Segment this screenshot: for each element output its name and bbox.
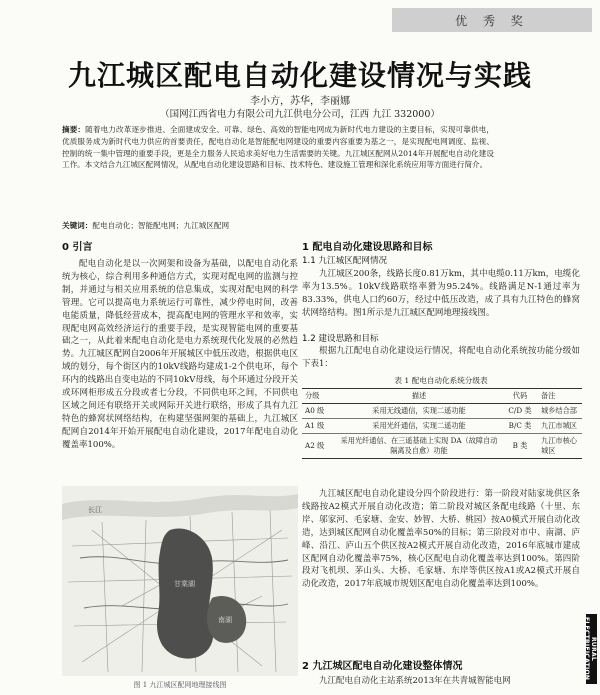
table-cell: 九江市城区 — [538, 419, 582, 434]
grid-map-figure — [62, 486, 298, 676]
classification-table — [302, 388, 582, 459]
section-1-1-body: 九江城区200条，线路长度0.81万km，其中电缆0.11万km，电缆化率为13.5%。10kV线路联络率猾为95.24%。线路满足N-1通过率为83.33%，供电人口约60万，经过中低压改造，成了具有九江特色的蜂窝状网络结构。图1所示是九江城区配网地理接线图。 — [302, 269, 580, 318]
section-1-1-heading: 1.1 九江城区配网情况 — [302, 256, 388, 266]
table-row — [302, 434, 582, 459]
table-header-row — [302, 389, 582, 404]
table-cell: A0 级 — [302, 404, 336, 419]
intro-heading: 0 引言 — [62, 242, 93, 253]
table-header-cell: 代码 — [502, 389, 538, 404]
keywords — [62, 220, 494, 232]
map-label-nanhu: 南湖 — [218, 616, 232, 624]
map-svg — [62, 486, 298, 676]
table-cell: 采用光纤通信、在三遥基础上实现 DA（故障自动隔离及自愈）功能 — [336, 434, 502, 459]
affiliation: （国网江西省电力有限公司九江供电分公司，江西 九江 332000） — [160, 109, 440, 120]
abstract-label: 摘要： — [62, 125, 86, 134]
table-header-cell: 分级 — [302, 389, 336, 404]
section-1-2-body: 根据九江配电自动化建设运行情况，将配电自动化系统按功能分级如下表1： — [302, 346, 580, 369]
figure-caption: 图 1 九江城区配网地理接线图 — [133, 681, 227, 689]
map-label-river: 长江 — [88, 506, 102, 514]
table-cell: A1 级 — [302, 419, 336, 434]
table-cell: B/C 类 — [502, 419, 538, 434]
section-2-body: 九江配电自动化主站系统2013年在共青城智能电网 — [319, 676, 511, 686]
table-cell: 采用无线通信，实现二遥功能 — [336, 404, 502, 419]
award-badge: 优 秀 奖 — [392, 8, 592, 32]
table-cell: B 类 — [502, 434, 538, 459]
keywords-label: 关键词： — [62, 221, 93, 230]
article-title: 九江城区配电自动化建设情况与实践 — [67, 59, 532, 92]
table-header-cell: 描述 — [336, 389, 502, 404]
table-cell: 城乡结合部 — [538, 404, 582, 419]
journal-side-tab: RURAL ELECTRIFICATION — [586, 614, 597, 684]
table-cell: C/D 类 — [502, 404, 538, 419]
authors: 李小方，苏华，李丽娜 — [250, 96, 350, 107]
phases-body: 九江城区配电自动化建设分四个阶段进行：第一阶段对陆家垅供区条线路按A2模式开展自动化改造；第二阶段对城区条配电线路（十里、东岸、邬家河、毛家塘、金安、妙智、大桥、桃园）按A0模式开展自动化改造，达到城区配网自动化覆盖率50%的目标；第三阶段对市中、南湖、庐峰、沿江、庐山五个供区按A2模式开展自动化改造，2016年底城市建成区配网自动化覆盖率75%，核心区配电自动化覆盖率达到100%。第四阶段对飞机坝、茅山头、大桥、毛家塘、东岸等供区按A1或A2模式开展自动化改造，2017年底城市规划区配电自动化覆盖率达到100%。 — [302, 489, 580, 590]
abstract — [62, 124, 494, 171]
map-label-gantang: 甘棠湖 — [174, 580, 195, 588]
section-1-heading: 1 配电自动化建设思路和目标 — [302, 242, 433, 253]
table-caption: 表 1 配电自动化系统分级表 — [394, 376, 488, 385]
table-header-cell: 备注 — [538, 389, 582, 404]
section-2-heading: 2 九江城区配电自动化建设整体情况 — [302, 661, 463, 672]
keywords-text: 配电自动化；智能配电网；九江城区配网 — [92, 221, 230, 230]
table-cell: 九江市核心城区 — [538, 434, 582, 459]
intro-body: 配电自动化是以一次网架和设备为基础，以配电自动化系统为核心，综合利用多种通信方式，实现对配电网的监测与控制，并通过与相关应用系统的信息集成，实现对配电网的科学管理。它可以提高电力系统运行可靠性，减少停电时间，改善电能质量，降低经营成本，提高配电网的管理水平和效率，实现配电网高效经济运行的重要手段，是实现智能电网的重要基础之一，从此着来配电自动化是电力系统现代化发展的必然趋势。九江城区配网自2006年开展城区中低压改造，根据供电区域的划分，每个街区内的10kV线路均建成1-2个供电环，每个环内的线路出自变电站的不同10kV母线，每个环通过分段开关或环网柜形成五分段或者七分段，不同供电环之间，不同供电区域之间还有联络开关或网际开关进行联络，形成了具有九江特色的蜂窝状网络结构，在构建坚强网架的基础上，九江城区配网自2014年开始开展配电自动化建设，2017年配电自动化覆盖率100%。 — [62, 259, 298, 450]
table-row — [302, 404, 582, 419]
section-1-2-heading: 1.2 建设思路和目标 — [302, 334, 379, 344]
table-cell: A2 级 — [302, 434, 336, 459]
lake-gantang-shape — [157, 528, 213, 658]
abstract-text: 随着电力改革逐步推进、全面建成安全、可靠、绿色、高效的智能电网成为新时代电力建设的主要目标，实现可靠供电，优质服务成为新时代电力供应的首要责任，配电自动化是智能配电网建设的重要内容重要为基之一，是实现配电网调度、监视、控制的统一集中管理的重要手段，更是全力服务人民追求美好电力生活需要的关键。九江城区配网从2014年开展配电自动化建设工作。本文结合九江城区配网情况，从配电自动化建设思路和目标、技术特色、建设施工管理和深化系统应用等方面进行简介。 — [62, 125, 495, 170]
table-cell: 采用光纤通信，实现二遥功能 — [336, 419, 502, 434]
table-row — [302, 419, 582, 434]
